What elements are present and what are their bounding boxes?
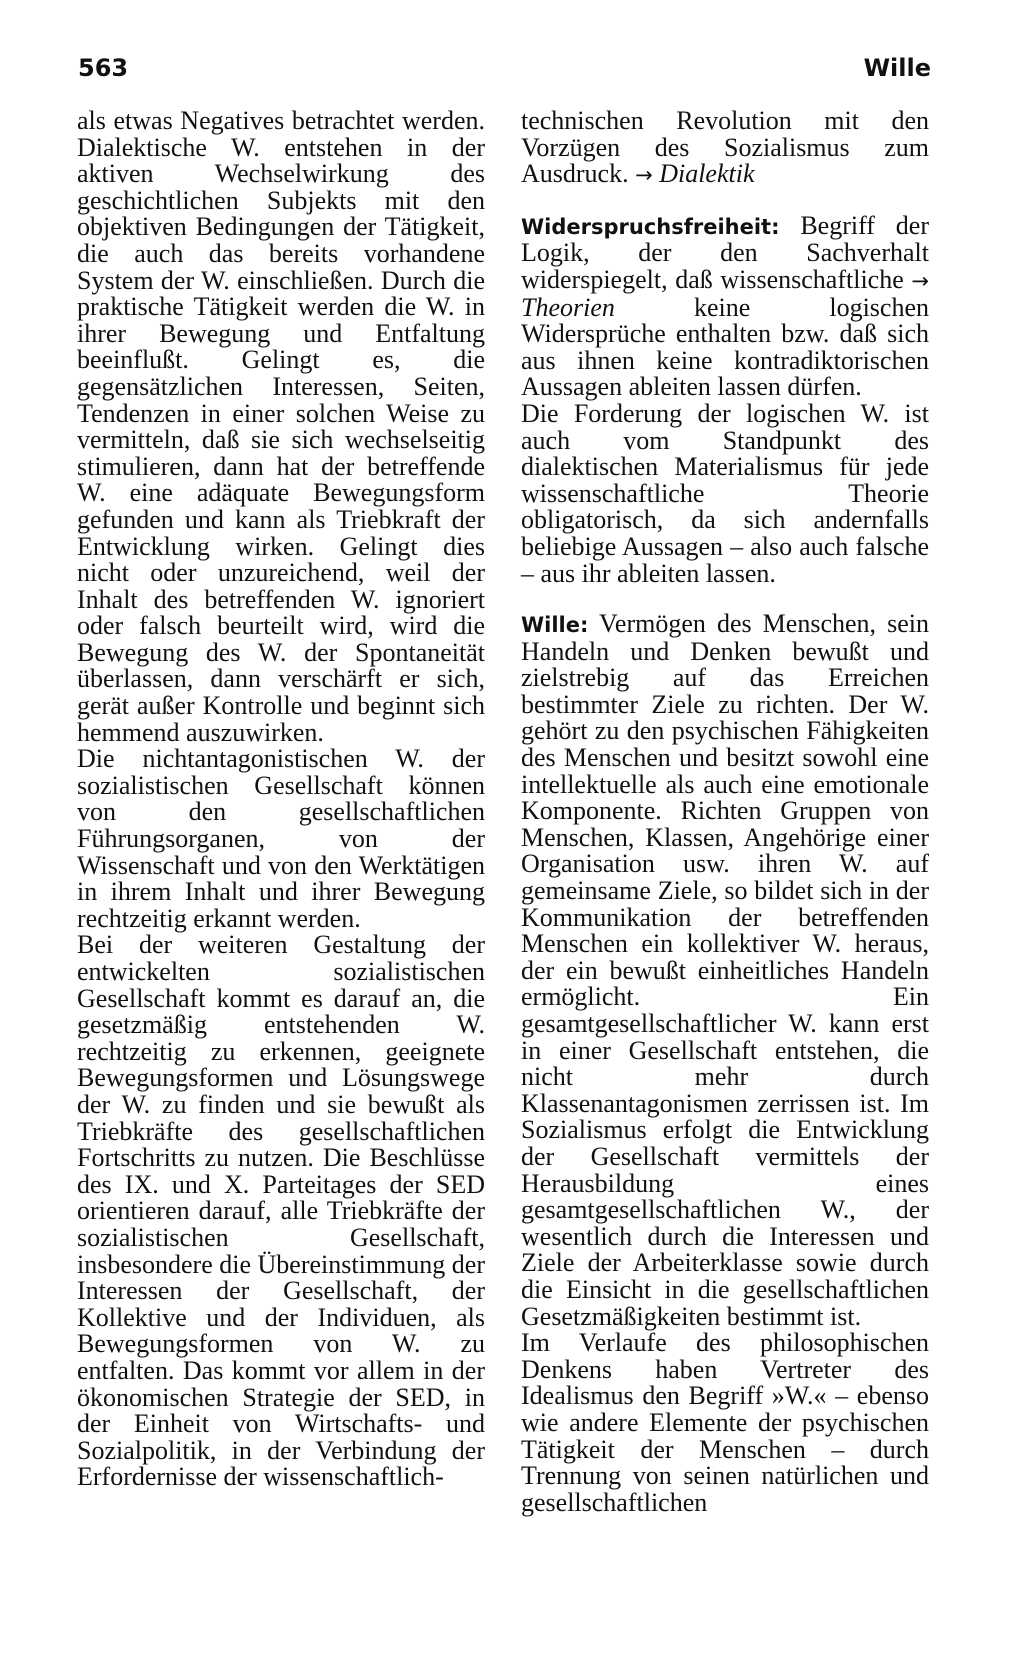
- cross-reference: Theorien: [521, 292, 615, 322]
- paragraph: Die nichtantagonistischen W. der sozialistischen Gesellschaft können von den gesellschaftlichen Führungsorganen, von der Wissenschaft und von den Werktätigen in ihrem Inhalt und ihrer Bewegung rechtzeitig erkannt werden.: [77, 744, 485, 933]
- paragraph: Bei der weiteren Gestaltung der entwickelten sozialistischen Gesellschaft kommt es darauf an, die gesetzmäßig entstehenden W. rechtzeitig zu erkennen, geeignete Bewegungsformen und Lösungswege der W. zu finden und sie bewußt als Triebkräfte des gesellschaftlichen Fortschritts zu nutzen. Die Beschlüsse des IX. und X. Parteitages der SED orientieren darauf, alle Triebkräfte der sozialistischen Gesellschaft, insbesondere die Übereinstimmung der Interessen der Gesellschaft, der Kollektive und der Individuen, als Bewegungsformen von W. zu entfalten. Das kommt vor allem in der ökonomischen Strategie der SED, in der Einheit von Wirtschafts- und Sozialpolitik, in der Verbindung der Erfordernisse der wissenschaftlich-: [77, 930, 485, 1492]
- cross-reference: Dialektik: [659, 159, 755, 189]
- entry-text: keine logischen Widersprüche enthalten bzw. daß sich aus ihnen keine kontradiktorischen Aussagen ableiten lassen dürfen.: [521, 292, 929, 402]
- cross-reference-arrow-icon: →: [911, 268, 930, 293]
- entry-text: Begriff der Logik, der den Sachverhalt widerspiegelt, daß wissenschaftliche: [521, 210, 929, 294]
- paragraph: als etwas Negatives betrachtet werden. Dialektische W. entstehen in der aktiven Wechselwirkung des geschichtlichen Subjekts mit den objektiven Bedingungen der Tätigkeit, die auch das bereits vorhandene System der W. einschließen. Durch die praktische Tätigkeit werden die W. in ihrer Bewegung und Entfaltung beeinflußt. Gelingt es, die gegensätzlichen Interessen, Seiten, Tendenzen in einer solchen Weise zu vermitteln, daß sie sich wechselseitig stimulieren, dann hat der betreffende W. eine adäquate Bewegungsform gefunden und kann als Triebkraft der Entwicklung wirken. Gelingt dies nicht oder unzureichend, weil der Inhalt des betreffenden W. ignoriert oder falsch beurteilt wird, wird die Bewegung des W. der Spontaneität überlassen, dann verschärft er sich, gerät außer Kontrolle und beginnt sich hemmend auszuwirken.: [77, 106, 485, 747]
- page-number: 563: [78, 54, 129, 82]
- entry-wille: [521, 611, 929, 1330]
- left-column: [77, 108, 485, 1491]
- paragraph: Die Forderung der logischen W. ist auch vom Standpunkt des dialektischen Materialismus für jede wissenschaftliche Theorie obligatorisch, da sich andernfalls beliebige Aussagen – also auch falsche – aus ihr ableiten lassen.: [521, 398, 929, 588]
- paragraph: Im Verlaufe des philosophischen Denkens haben Vertreter des Idealismus den Begriff »W.« – ebenso wie andere Elemente der psychischen Tätigkeit der Menschen – durch Trennung von seinen natürlichen und gesellschaftlichen: [521, 1328, 929, 1517]
- entry-widerspruchsfreiheit: [521, 210, 930, 402]
- right-column: [521, 108, 929, 1516]
- page-header: [78, 54, 931, 90]
- running-head: Wille: [863, 54, 931, 82]
- entry-lemma: Wille:: [521, 613, 589, 638]
- paragraph-text: technischen Revolution mit den Vorzügen des Sozialismus zum Ausdruck.: [521, 106, 929, 189]
- entry-text: Vermögen des Menschen, sein Handeln und Denken bewußt und zielstrebig auf das Erreichen bestimmter Ziele zu richten. Der W. gehört zu den psychischen Fähigkeiten des Menschen und besitzt sowohl eine intellektuelle als auch eine emotionale Komponente. Richten Gruppen von Menschen, Klassen, Angehörige einer Organisation usw. ihren W. auf gemeinsame Ziele, so bildet sich in der Kommunikation der betreffenden Menschen ein kollektiver W. heraus, der ein bewußt einheitliches Handeln ermöglicht. Ein gesamtgesellschaftlicher W. kann erst in einer Gesellschaft entstehen, die nicht mehr durch Klassenantagonismen zerrissen ist. Im Sozialismus erfolgt die Entwicklung der Gesellschaft vermittels der Herausbildung eines gesamtgesellschaftlichen W., der wesentlich durch die Interessen und Ziele der Arbeiterklasse sowie durch die Einsicht in die gesellschaftlichen Gesetzmäßigkeiten bestimmt ist.: [521, 609, 929, 1331]
- continuation-paragraph: [521, 108, 929, 189]
- entry-lemma: Widerspruchsfreiheit:: [521, 214, 780, 239]
- cross-reference-arrow-icon: →: [635, 163, 653, 188]
